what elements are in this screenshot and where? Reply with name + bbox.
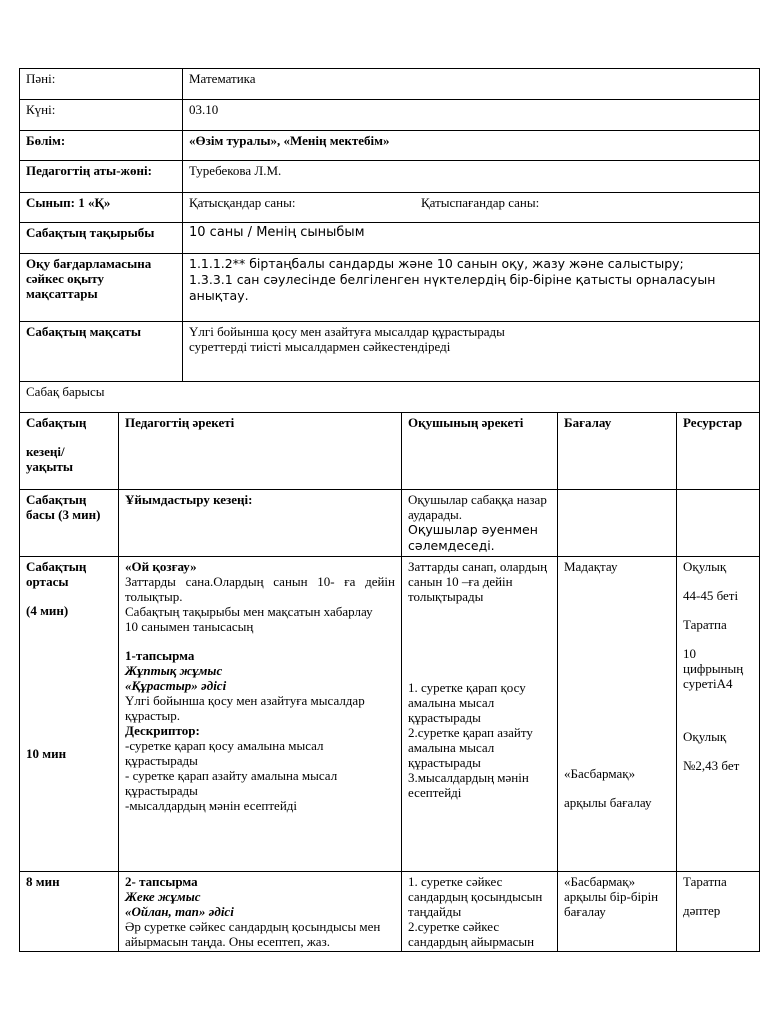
- thumbs-assessment-method: арқылы бағалау: [564, 795, 652, 810]
- aim-label: Сабақтың мақсаты: [26, 324, 142, 339]
- task1-text: Үлгі бойынша қосу мен азайтуға мысалдар құрастыр.: [125, 693, 365, 723]
- resource-digit-picture: 10 цифрының суретіА4: [683, 646, 744, 691]
- info-row-progress: [20, 382, 760, 413]
- student-count-items: Заттарды санап, олардың санын 10 –ға дейін толықтырады: [408, 559, 548, 604]
- info-row-teacher: [20, 161, 760, 193]
- stage-header-3: уақыты: [26, 459, 74, 474]
- student-sum-task: 1. суретке сәйкес сандардың қосындысын таңдайды: [408, 874, 543, 919]
- middle-stage-label: Сабақтың ортасы: [26, 559, 87, 589]
- objective-2: 1.3.3.1 сан сәулесінде белгіленген нүктелердің бір-біріне қатысты орналасуын анықтау.: [189, 272, 716, 303]
- meet-number-ten: 10 санымен танысасың: [125, 619, 254, 634]
- task2-time: 8 мин: [26, 874, 60, 889]
- brainstorm-text: Заттарды сана.Олардың санын 10- ға дейін толықтыр.: [125, 574, 395, 604]
- descriptor-1: -суретке қарап қосу амалына мысал құрастырады: [125, 738, 324, 768]
- stage-row-start: [20, 490, 760, 557]
- info-row-class: [20, 193, 760, 223]
- stage-row-task2: [20, 872, 760, 952]
- objectives-label: Оқу бағдарламасына сәйкес оқыту мақсаттары: [26, 256, 152, 301]
- resource-pages: 44-45 беті: [683, 588, 739, 603]
- resource-textbook-2: Оқулық: [683, 729, 727, 744]
- objective-1: 1.1.1.2** біртаңбалы сандарды және 10 санын оқу, жазу және салыстыру;: [189, 256, 684, 271]
- lesson-info-table: [19, 68, 760, 413]
- organization-stage: Ұйымдастыру кезеңі:: [125, 492, 253, 507]
- stage-header-2: кезеңі/: [26, 444, 65, 459]
- present-count-label: Қатысқандар саны:: [189, 195, 296, 210]
- peer-assessment: «Басбармақ» арқылы бір-бірін бағалау: [564, 874, 659, 919]
- resources-header: Ресурстар: [683, 415, 743, 430]
- resource-notebook: дәптер: [683, 903, 721, 918]
- individual-work-label: Жеке жұмыс: [125, 889, 201, 904]
- pair-work-label: Жұптық жұмыс: [125, 663, 223, 678]
- task1-title: 1-тапсырма: [125, 648, 195, 663]
- think-find-method: «Ойлан, тап» әдісі: [125, 904, 234, 919]
- task2-title: 2- тапсырма: [125, 874, 198, 889]
- info-row-objectives: [20, 254, 760, 322]
- start-stage-2: басы (3 мин): [26, 507, 101, 522]
- absent-count-label: Қатыспағандар саны:: [421, 195, 540, 210]
- info-row-subject: [20, 69, 760, 100]
- subject-label: Пәні:: [26, 71, 56, 86]
- date-label: Күні:: [26, 102, 56, 117]
- topic-value: 10 саны / Менің сыныбым: [189, 225, 365, 240]
- info-row-topic: [20, 223, 760, 254]
- resource-textbook: Оқулық: [683, 559, 727, 574]
- student-subtraction-task: 2.суретке қарап азайту амалына мысал құрастырады: [408, 725, 533, 770]
- student-addition-task: 1. суретке қарап қосу амалына мысал құрастырады: [408, 680, 526, 725]
- stage-row-middle: [20, 557, 760, 872]
- info-row-aim: [20, 322, 760, 382]
- descriptor-3: -мысалдардың мәнін есептейді: [125, 798, 298, 813]
- stages-header-row: [20, 413, 760, 490]
- student-attention: Оқушылар сабаққа назар аударады.: [408, 492, 547, 522]
- section-value: «Өзім туралы», «Менің мектебім»: [189, 133, 390, 148]
- brainstorm-title: «Ой қозғау»: [125, 559, 197, 574]
- thumbs-assessment: «Басбармақ»: [564, 766, 636, 781]
- build-method: «Құрастыр» әдісі: [125, 678, 227, 693]
- info-row-date: [20, 100, 760, 131]
- student-difference-task: 2.суретке сәйкес сандардың айырмасын: [408, 919, 535, 949]
- start-stage-1: Сабақтың: [26, 492, 87, 507]
- assessment-header: Бағалау: [564, 415, 612, 430]
- descriptor-2: - суретке қарап азайту амалына мысал құрастырады: [125, 768, 338, 798]
- topic-label: Сабақтың тақырыбы: [26, 225, 155, 240]
- resource-handout-2: Таратпа: [683, 874, 727, 889]
- teacher-name: Туребекова Л.М.: [189, 163, 282, 178]
- announce-topic: Сабақтың тақырыбы мен мақсатын хабарлау: [125, 604, 373, 619]
- resource-handout: Таратпа: [683, 617, 727, 632]
- teacher-label: Педагогтің аты-жөні:: [26, 163, 152, 178]
- aim-2: суреттерді тиісті мысалдармен сәйкестендіреді: [189, 339, 451, 354]
- class-label: Сынып: 1 «Қ»: [26, 195, 111, 210]
- resource-page-2: №2,43 бет: [683, 758, 740, 773]
- subject-value: Математика: [189, 71, 256, 86]
- date-value: 03.10: [189, 102, 219, 117]
- middle-stage-time: (4 мин): [26, 603, 69, 618]
- aim-1: Үлгі бойынша қосу мен азайтуға мысалдар құрастырады: [189, 324, 505, 339]
- info-row-section: [20, 131, 760, 161]
- student-compute-task: 3.мысалдардың мәнін есептейді: [408, 770, 529, 800]
- student-action-header: Оқушының әрекеті: [408, 415, 524, 430]
- praise-assessment: Мадақтау: [564, 559, 618, 574]
- section-label: Бөлім:: [26, 133, 66, 148]
- teacher-action-header: Педагогтің әрекеті: [125, 415, 235, 430]
- stage-header-1: Сабақтың: [26, 415, 87, 430]
- student-greeting: Оқушылар әуенмен сәлемдеседі.: [408, 522, 538, 553]
- task1-time: 10 мин: [26, 746, 67, 761]
- lesson-progress-label: Сабақ барысы: [26, 384, 105, 399]
- descriptor-title: Дескриптор:: [125, 723, 200, 738]
- task2-text: Әр суретке сәйкес сандардың қосындысы мен айырмасын таңда. Оны есептеп, жаз.: [125, 919, 381, 949]
- lesson-stages-table: [19, 412, 760, 952]
